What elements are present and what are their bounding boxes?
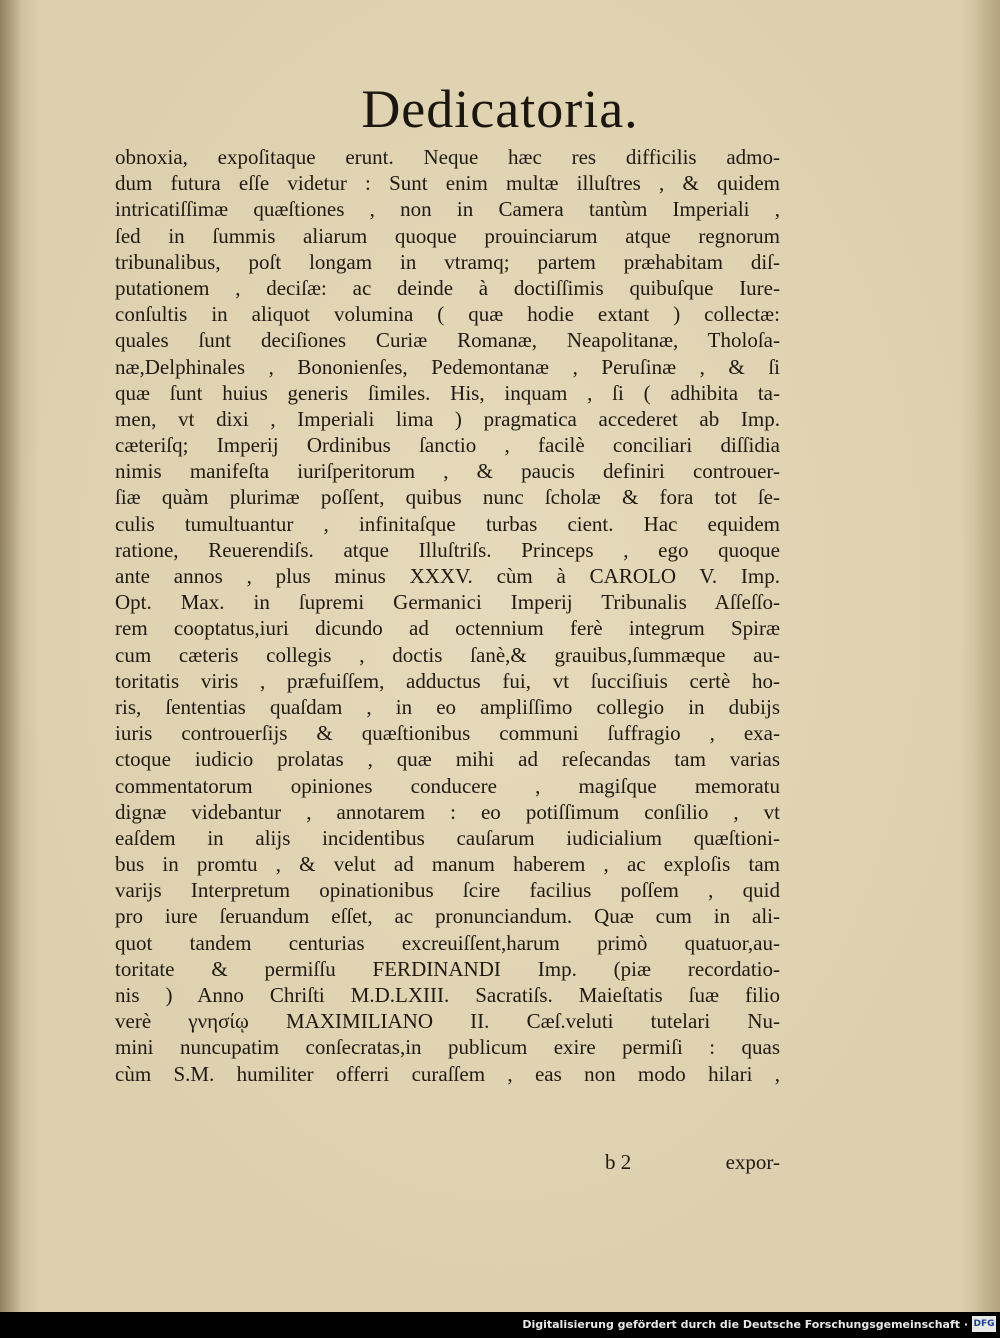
text-line: tribunalibus, poſt longam in vtramq; partem præhabitam diſ- xyxy=(115,249,780,274)
text-line: mini nuncupatim conſecratas,in publicum exire permiſi : quas xyxy=(115,1035,780,1060)
dfg-logo: DFG xyxy=(972,1316,996,1332)
text-line: quæ ſunt huius generis ſimiles. His, inquam , ſi ( adhibita ta- xyxy=(115,380,780,405)
text-line: nimis manifeſta iuriſperitorum , & paucis definiri controuer- xyxy=(115,459,780,484)
text-line: obnoxia, expoſitaque erunt. Neque hæc res difficilis admo- xyxy=(115,145,780,169)
text-line: nis ) Anno Chriſti M.D.LXIII. Sacratiſs. Maieſtatis ſuæ filio xyxy=(115,983,780,1007)
text-line: rem cooptatus,iuri dicundo ad octennium ferè integrum Spiræ xyxy=(115,616,780,641)
text-line: ante annos , plus minus XXXV. cùm à CAROLO V. Imp. xyxy=(115,564,780,588)
catchword: expor- xyxy=(725,1150,780,1174)
text-line: conſultis in aliquot volumina ( quæ hodie extant ) collectæ: xyxy=(115,302,780,327)
text-line: cæteriſq; Imperij Ordinibus ſanctio , facilè conciliari diſſidia xyxy=(115,433,780,458)
text-line: toritate & permiſſu FERDINANDI Imp. (piæ recordatio- xyxy=(115,956,780,981)
body-text xyxy=(115,144,780,1087)
page-edge xyxy=(974,0,1000,1312)
text-line: cùm S.M. humiliter offerri curaſſem , eas non modo hilari , xyxy=(115,1061,780,1086)
text-line: quales ſunt deciſiones Curiæ Romanæ, Neapolitanæ, Tholoſa- xyxy=(115,328,780,353)
signature-mark: b 2 xyxy=(605,1150,632,1174)
text-line: culis tumultuantur , infinitaſque turbas cient. Hac equidem xyxy=(115,511,780,536)
text-line: cum cæteris collegis , doctis ſanè,& grauibus,ſummæque au- xyxy=(115,642,780,667)
text-line: ctoque iudicio prolatas , quæ mihi ad reſecandas tam varias xyxy=(115,747,780,772)
page-heading: Dedicatoria. xyxy=(361,79,639,139)
text-line: toritatis viris , præfuiſſem, adductus fui, vt ſucciſiuis certè ho- xyxy=(115,668,780,693)
page-footer xyxy=(115,1150,780,1178)
text-line: Opt. Max. in ſupremi Germanici Imperij Tribunalis Aſſeſſo- xyxy=(115,590,780,615)
text-line: ris, ſententias quaſdam , in eo ampliſſimo collegio in dubijs xyxy=(115,694,780,719)
text-line: commentatorum opiniones conducere , magiſque memoratu xyxy=(115,773,780,798)
text-line: dignæ videbantur , annotarem : eo potiſſimum conſilio , vt xyxy=(115,799,780,824)
text-line: men, vt dixi , Imperiali lima ) pragmatica accederet ab Imp. xyxy=(115,406,780,431)
text-line: dum futura eſſe videtur : Sunt enim multæ illuſtres , & quidem xyxy=(115,171,780,196)
text-line: næ,Delphinales , Bononienſes, Pedemontanæ , Peruſinæ , & ſi xyxy=(115,354,780,379)
text-line: pro iure ſeruandum eſſet, ac pronunciandum. Quæ cum in ali- xyxy=(115,904,780,929)
digitization-credit: Digitalisierung gefördert durch die Deutsche Forschungsgemeinschaft · xyxy=(522,1318,968,1331)
text-line: quot tandem centurias excreuiſſent,harum primò quatuor,au- xyxy=(115,930,780,955)
text-line: varijs Interpretum opinationibus ſcire facilius poſſem , quid xyxy=(115,878,780,903)
text-line: bus in promtu , & velut ad manum haberem , ac exploſis tam xyxy=(115,852,780,877)
text-line: ſed in ſummis aliarum quoque prouinciarum atque regnorum xyxy=(115,223,780,248)
text-line: verè γνησίῳ MAXIMILIANO II. Cæſ.veluti tutelari Nu- xyxy=(115,1009,780,1034)
text-line: ſiæ quàm plurimæ poſſent, quibus nunc ſcholæ & fora tot ſe- xyxy=(115,485,780,510)
text-line: putationem , deciſæ: ac deinde à doctiſſimis quibuſque Iure- xyxy=(115,275,780,300)
spine-shadow xyxy=(0,0,22,1312)
text-line: iuris controuerſijs & quæſtionibus communi ſuffragio , exa- xyxy=(115,721,780,746)
text-line: ratione, Reuerendiſs. atque Illuſtriſs. Princeps , ego quoque xyxy=(115,537,780,562)
text-line: intricatiſſimæ quæſtiones , non in Camera tantùm Imperiali , xyxy=(115,197,780,222)
text-line: eaſdem in alijs incidentibus cauſarum iudicialium quæſtioni- xyxy=(115,825,780,850)
